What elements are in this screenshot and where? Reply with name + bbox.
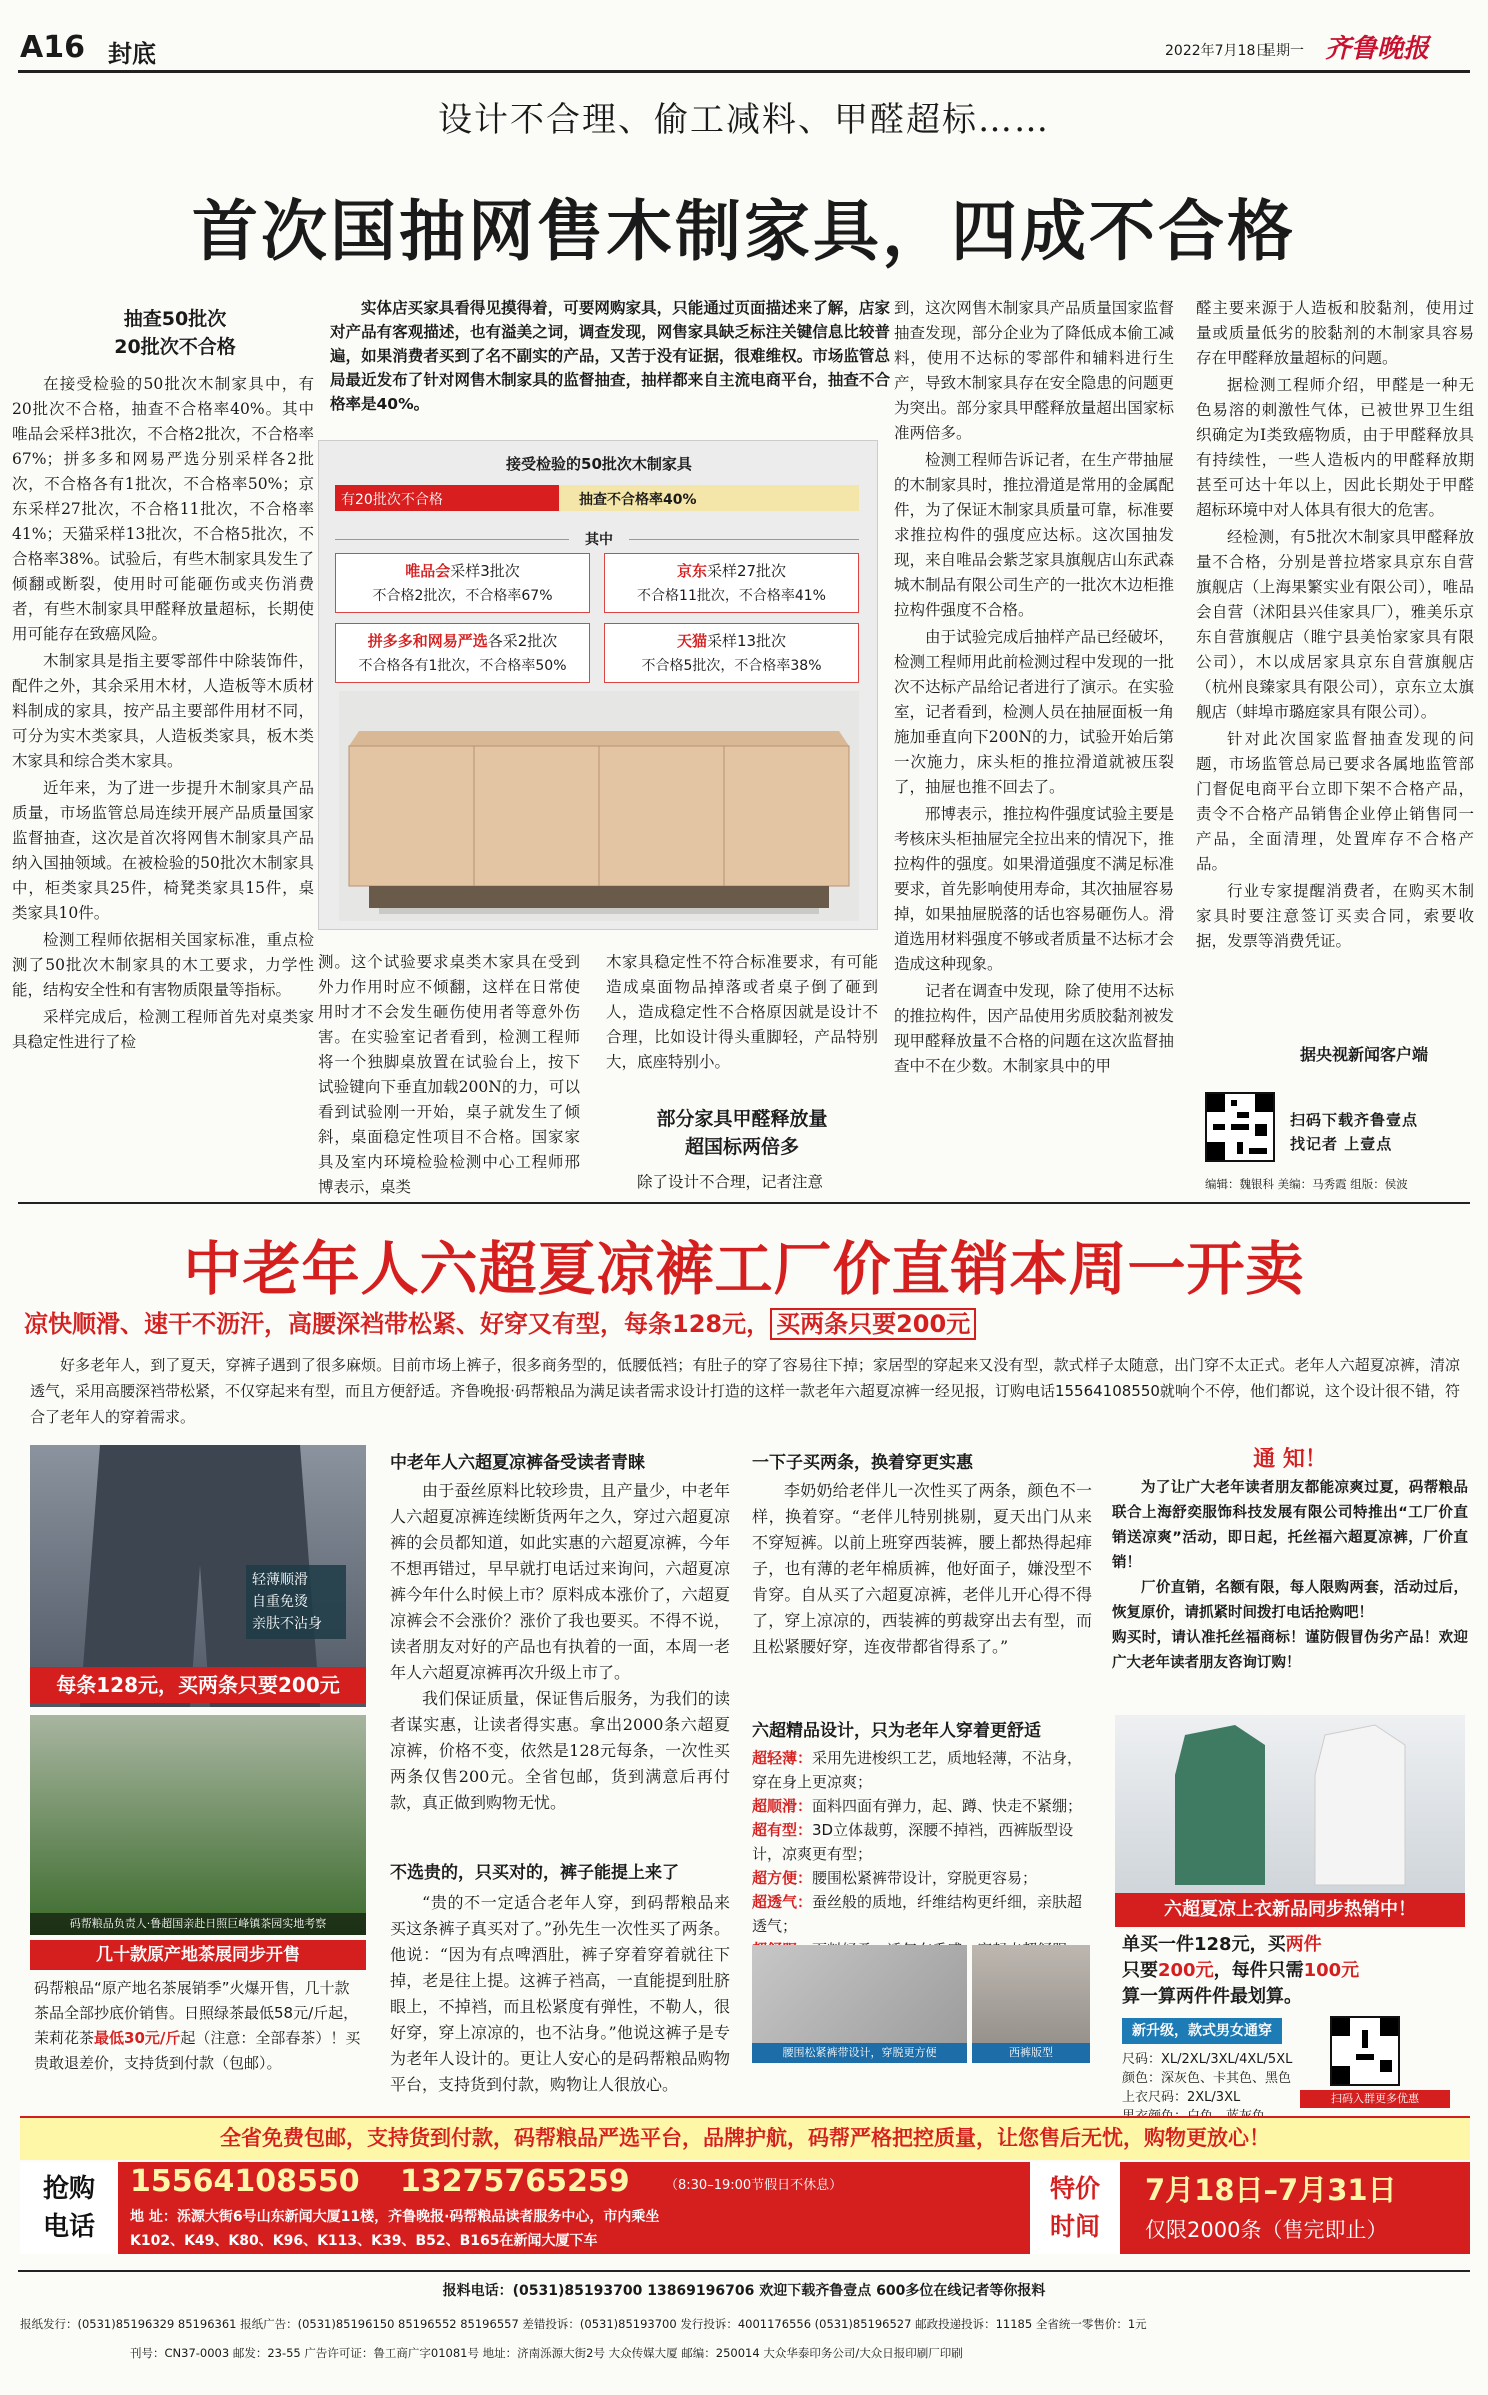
photo-tags (246, 1565, 346, 1639)
col3-sub2: 超国标两倍多 (684, 1136, 799, 1158)
feature-value: 面料四面有弹力，起、蹲、快走不紧绷； (812, 1797, 1083, 1815)
tag: 轻薄顺滑 (252, 1572, 308, 1588)
stat-pdd (335, 623, 590, 683)
qr-text (1290, 1108, 1418, 1156)
platform-detail: 采样27批次 (706, 562, 787, 580)
platform-detail: 采样13批次 (706, 632, 787, 650)
col3-tail (606, 1170, 878, 1200)
footer-imprint: 刊号：CN37-0003 邮发：23-55 广告许可证：鲁工商广字01081号 地址：济南泺源大街2号 大众传媒大厦 邮编：250014 大众华泰印务公司/大众日报印刷厂印刷 (130, 2346, 963, 2360)
size-line: 尺码：XL/2XL/3XL/4XL/5XL (1122, 2052, 1293, 2067)
col3-sub1: 部分家具甲醛释放量 (656, 1108, 828, 1130)
feature-value: 3D立体裁剪，深腰不掉裆，西裤版型设计，凉爽更有型； (752, 1821, 1074, 1863)
platform-detail: 采样3批次 (450, 562, 520, 580)
feature-item (752, 1890, 1092, 1938)
phone-1[interactable]: 15564108550 (130, 2164, 360, 2199)
sale-limit: 仅限2000条（售完即止） (1145, 2218, 1388, 2242)
m3-head: 一下子买两条，换着穿更实惠 (752, 1453, 973, 1473)
platform-stat: 不合格5批次，不合格率38% (641, 658, 822, 674)
paragraph: 采样完成后，检测工程师首先对桌类家具稳定性进行了检 (12, 1008, 314, 1051)
feature-key: 超有型： (752, 1821, 813, 1839)
feature-value: 蚕丝般的质地，纤维结构更纤细，亲肤超透气； (752, 1893, 1083, 1935)
info-title: 接受检验的50批次木制家具 (506, 455, 692, 473)
paragraph: 厂价直销，名额有限，每人限购两套，活动过后，恢复原价，请抓紧时间拨打电话抢购吧！ (1112, 1580, 1468, 1621)
platform-stat: 不合格2批次，不合格率67% (372, 588, 553, 604)
tea-head: 几十款原产地茶展同步开售 (30, 1940, 366, 1970)
paragraph: 醛主要来源于人造板和胶黏剂，使用过量或质量低劣的胶黏剂的木制家具容易存在甲醛释放量超标的问题。 (1196, 299, 1474, 367)
lead-title: 首次国抽网售木制家具，四成不合格 (192, 192, 1296, 270)
paragraph: 检测工程师依据相关国家标准，重点检测了50批次木制家具的木工要求，力学性能，结构安全性和有害物质限量等指标。 (12, 931, 314, 999)
tea-text (34, 1976, 364, 2076)
paragraph: 李奶奶给老伴儿一次性买了两条，颜色不一样，换着穿。“老伴儿特别挑剔，夏天出门从来不穿短裤。以前上班穿西装裤，腰上都热得起痱子，也有薄的老年棉质裤，他好面子，嫌没型不肯穿。自从买了六超夏凉裤，老伴儿开心得不得了，穿上凉凉的，西装裤的剪裁穿出去有型，而且松紧腰好穿，连夜带都省得系了。” (752, 1481, 1092, 1656)
paragraph: 经检测，有5批次木制家具甲醛释放量不合格，分别是普拉塔家具京东自营旗舰店（上海果繁实业有限公司），唯品会自营（沭阳县兴佳家具厂），雅美乐京东自营旗舰店（睢宁县美怡家家具有限公司），木以成居家具京东自营旗舰店（杭州良臻家具有限公司），京东立太旗舰店（蚌埠市璐庭家具有限公司）。 (1196, 528, 1474, 721)
trousers-caption: 西裤版型 (972, 2043, 1090, 2063)
platform-name: 拼多多和网易严选 (367, 632, 488, 650)
tag: 亲肤不沾身 (252, 1616, 322, 1632)
order-label1: 抢购 (42, 2174, 95, 2204)
paragraph: 到，这次网售木制家具产品质量国家监督抽查发现，部分企业为了降低成本偷工减料，使用不达标的零部件和辅料进行生产，导致木制家具存在安全隐患的问题更为突出。部分家具甲醛释放量超出国家标准两倍多。 (894, 299, 1174, 442)
qr-line2: 找记者 上壹点 (1290, 1135, 1393, 1153)
paragraph: 由于蚕丝原料比较珍贵，且产量少，中老年人六超夏凉裤连续断货两年之久，穿过六超夏凉裤的会员都知道，如此实惠的六超夏凉裤，今年不想再错过，早早就打电话过来询问，六超夏凉裤今年什么时候上市？原料成本涨价了，六超夏凉裤会不会涨价？涨价了我也要买。不得不说，读者朋友对好的产品也有执着的一面，本周一老年人六超夏凉裤再次升级上市了。 (390, 1481, 730, 1682)
paragraph: 近年来，为了进一步提升木制家具产品质量，市场监管总局连续开展产品质量国家监督抽查，这次是首次将网售木制家具产品纳入国抽领域。在被检验的50批次木制家具中，柜类家具25件，椅凳类家具15件，桌类家具10件。 (12, 779, 314, 922)
col1-sub2: 20批次不合格 (114, 336, 236, 358)
tea-photo (30, 1715, 366, 1935)
qr-code[interactable] (1205, 1092, 1275, 1162)
shirt-banner: 六超夏凉上衣新品同步热销中！ (1115, 1893, 1465, 1927)
special-label1: 特价 (1049, 2174, 1100, 2203)
price-text: 算一算两件件最划算。 (1122, 1986, 1302, 2007)
ad-headline: 中老年人六超夏凉裤工厂价直销本周一开卖 (183, 1235, 1305, 1303)
tea-tail: 起（注意：全部春茶）！买贵敢退差价，支持货到付款（包邮）。 (34, 2029, 361, 2072)
m2-head: 不选贵的，只买对的，裤子能提上来了 (390, 1863, 679, 1883)
page-number: A16 (20, 30, 85, 65)
ad-subhead-text: 凉快顺滑、速干不沥汗，高腰深裆带松紧、好穿又有型，每条128元， (24, 1310, 771, 1338)
order-label (20, 2162, 118, 2254)
article-col4 (894, 296, 1174, 1201)
infographic (318, 440, 878, 930)
m2-body (390, 1890, 730, 2094)
feature-key: 超轻薄： (752, 1749, 813, 1767)
platform-stat: 不合格各有1批次，不合格率50% (358, 658, 567, 674)
qr-pattern-icon (1207, 1094, 1273, 1160)
paragraph: 行业专家提醒消费者，在购买木制家具时要注意签订买卖合同，索要收据，发票等消费凭证。 (1196, 882, 1474, 950)
lead-kicker: 设计不合理、偷工减料、甲醛超标…… (438, 100, 1050, 140)
paragraph: 为了让广大老年读者朋友都能凉爽过夏，码帮粮品联合上海舒奕服饰科技发展有限公司特推出“工厂价直销送凉爽”活动，即日起，托丝福六超夏凉裤，厂价直销！ (1112, 1480, 1468, 1571)
paragraph: 好多老年人，到了夏天，穿裤子遇到了很多麻烦。目前市场上裤子，很多商务型的，低腰低裆；有肚子的穿了容易往下掉；家居型的穿起来又没有型，款式样子太随意，出门穿不太正式。老年人六超夏凉裤，清凉透气，采用高腰深裆带松紧，不仅穿起来有型，而且方便舒适。齐鲁晚报·码帮粮品为满足读者需求设计打造的这样一款老年六超夏凉裤一经见报，订购电话15564108550就响个不停，他们都说，这个设计很不错，符合了老年人的穿着需求。 (30, 1356, 1460, 1426)
price-hl: 100元 (1303, 1960, 1360, 1981)
paragraph: 在接受检验的50批次木制家具中，有20批次不合格，抽查不合格率40%。其中唯品会采样3批次，不合格2批次，不合格率67%；拼多多和网易严选分别采样各2批次，不合格各有1批次，不合格率50%；京东采样27批次，不合格11批次，不合格率41%；天猫采样13批次，不合格5批次，不合格率38%。试验后，有些木制家具发生了倾翻或断裂，使用时可能砸伤或夹伤消费者，有些木制家具甲醛释放量超标，长期使用可能存在致癌风险。 (12, 375, 314, 643)
footer-hotline: 报料电话：(0531)85193700 13869196706 欢迎下载齐鲁壹点 600多位在线记者等你报料 (442, 2283, 1046, 2299)
stat-jd (604, 553, 859, 613)
price-hl: 200元 (1158, 1960, 1214, 1981)
editor-credits: 编辑：魏银科 美编：马秀霞 组版：侯波 (1205, 1177, 1408, 1191)
waist-photo (752, 1945, 967, 2063)
footer-contacts: 报纸发行：(0531)85196329 85196361 报纸广告：(0531)85196150 85196552 85196557 差错投诉：(0531)85193700 发行投诉：4001176556 (0531)85196527 邮政投递投诉：11185 全省统一零售价：1元 (20, 2317, 1147, 2331)
bottom-bar: 全省免费包邮，支持货到付款，码帮粮品严选平台，品牌护航，码帮严格把控质量，让您售后无忧，购物更放心！ (20, 2116, 1470, 2160)
price-banner: 每条128元，买两条只要200元 (30, 1667, 366, 1703)
header-rule (18, 70, 1470, 73)
special-label2: 时间 (1049, 2212, 1100, 2241)
section-name: 封底 (108, 40, 156, 68)
platform-name: 天猫 (676, 632, 707, 650)
size-list (1122, 2050, 1322, 2126)
feature-item (752, 1794, 1092, 1818)
feature-value: 采用先进梭织工艺，质地轻薄，不沾身，穿在身上更凉爽； (752, 1749, 1083, 1791)
section-rule (18, 1202, 1470, 1204)
price-text: ，每件只需 (1213, 1960, 1304, 1981)
platform-name: 京东 (676, 562, 707, 580)
notice-head: 通 知！ (1253, 1447, 1327, 1472)
address: 地 址：泺源大街6号山东新闻大厦11楼，齐鲁晚报·码帮粮品读者服务中心，市内乘坐 (130, 2209, 660, 2225)
paragraph: 针对此次国家监督抽查发现的问题，市场监管总局已要求各属地监管部门督促电商平台立即下架不合格产品，责令不合格产品销售企业停止销售同一产品，全面清理，处置库存不合格产品。 (1196, 730, 1474, 873)
group-qr-code[interactable] (1330, 2016, 1400, 2086)
service-hours: （8:30–19:00节假日不休息） (665, 2178, 843, 2193)
price-text: 单买一件128元，买 (1122, 1934, 1286, 1955)
six-head: 六超精品设计，只为老年人穿着更舒适 (752, 1721, 1041, 1741)
sale-dates: 7月18日–7月31日 (1145, 2173, 1397, 2207)
paragraph: 邢博表示，推拉构件强度试验主要是考核床头柜抽屉完全拉出来的情况下，推拉构件的强度。如果滑道强度不满足标准要求，首先影响使用寿命，其次抽屉容易掉，如果抽屉脱落的话也容易砸伤人。滑道选用材料强度不够或者质量不达标才会造成这种现象。 (894, 805, 1174, 973)
cabinet-illustration (339, 691, 859, 921)
paragraph: 由于试验完成后抽样产品已经破坏，检测工程师用此前检测过程中发现的一批次不达标产品给记者进行了演示。在实验室，记者看到，检测人员在抽屉面板一角施加垂直向下200N的力，试验开始后第一次施力，床头柜的推拉滑道就被压裂了，抽屉也推不回去了。 (894, 628, 1174, 796)
source-credit: 据央视新闻客户端 (1300, 1045, 1429, 1064)
price-text: 只要 (1122, 1960, 1158, 1981)
trousers-photo (972, 1945, 1090, 2063)
notice-body (1112, 1476, 1468, 1686)
ad-subhead-highlight: 买两条只要200元 (770, 1308, 976, 1340)
ad-intro (30, 1352, 1460, 1432)
paragraph: 木制家具是指主要零部件中除装饰件，配件之外，其余采用木材，人造板等木质材料制成的家具，按产品主要部件用材不同，可分为实木类家具，人造板类家具，板木类木家具和综合类木家具。 (12, 652, 314, 770)
m3-body (752, 1478, 1092, 1706)
platform-stat: 不合格11批次，不合格率41% (637, 588, 826, 604)
size-line: 颜色：深灰色、卡其色、黑色 (1122, 2071, 1292, 2086)
paragraph: 我们保证质量，保证售后服务，为我们的读者谋实惠，让读者得实惠。拿出2000条六超夏凉裤，价格不变，依然是128元每条，一次性买两条仅售200元。全省包邮，货到满意后再付款，真正做到购物无忧。 (390, 1689, 730, 1812)
paragraph: 购买时，请认准托丝福商标！谨防假冒伪劣产品！欢迎广大老年读者朋友咨询订购！ (1112, 1630, 1468, 1671)
ad-subhead (24, 1304, 1474, 1339)
phone-2[interactable]: 13275765259 (400, 2164, 630, 2199)
pants-photo (30, 1445, 366, 1707)
shirt-icon (1115, 1715, 1465, 1895)
issue-weekday: 星期一 (1262, 43, 1304, 59)
order-label2: 电话 (42, 2212, 95, 2242)
article-col3 (606, 950, 878, 1080)
qr-line1: 扫码下载齐鲁壹点 (1290, 1111, 1419, 1129)
stat-tmall (604, 623, 859, 683)
col1-sub1: 抽查50批次 (123, 308, 227, 330)
tea-price: 最低30元/斤 (94, 2029, 181, 2047)
info-among: 其中 (569, 529, 629, 549)
tea-caption: 码帮粮品负责人·鲁超国亲赴日照巨峰镇茶园实地考察 (30, 1913, 366, 1935)
shirt-price (1122, 1932, 1468, 2010)
paragraph: 记者在调查中发现，除了使用不达标的推拉构件，因产品使用劣质胶黏剂被发现甲醛释放量不合格的问题在这次监督抽查中不在少数。木制家具中的甲 (894, 982, 1174, 1075)
paragraph: 检测工程师告诉记者，在生产带抽屉的木制家具时，推拉滑道是常用的金属配件，为了保证木制家具质量可靠，标准要求推拉构件的强度应达标。这次国抽发现，来自唯品会紫芝家具旗舰店山东武森城木制品有限公司生产的一批次木边柜推拉构件强度不合格。 (894, 451, 1174, 619)
feature-item (752, 1818, 1092, 1866)
feature-key: 超顺滑： (752, 1797, 813, 1815)
m1-body (390, 1478, 730, 1848)
paragraph: 除了设计不合理，记者注意 (637, 1173, 824, 1191)
footer-rule (18, 2270, 1470, 2272)
order-panel (20, 2162, 1470, 2254)
bus-lines: K102、K49、K80、K96、K113、K39、B52、B165在新闻大厦下车 (130, 2233, 598, 2249)
stat-vip (335, 553, 590, 613)
article-col2 (318, 950, 580, 1196)
waist-caption: 腰围松紧裤带设计，穿脱更方便 (752, 2043, 967, 2063)
bar-fail: 有20批次不合格 (335, 485, 559, 511)
paragraph: 测。这个试验要求桌类木家具在受到外力作用时应不倾翻，这样在日常使用时才不会发生砸伤使用者等意外伤害。在实验室记者看到，检测工程师将一个独脚桌放置在试验台上，按下试验键向下垂直加载200N的力，可以看到试验刚一开始，桌子就发生了倾斜，桌面稳定性项目不合格。国家家具及室内环境检验检测中心工程师邢博表示，桌类 (318, 953, 580, 1196)
paragraph: “贵的不一定适合老年人穿，到码帮粮品来买这条裤子真买对了。”孙先生一次性买了两条。他说：“因为有点啤酒肚，裤子穿着穿着就往下掉，老是往上提。这裤子裆高，一直能提到肚脐眼上，不掉裆，而且松紧度有弹性，不勒人，很好穿，穿上凉凉的，也不沾身。”他说这裤子是专为老年人设计的。更让人安心的是码帮粮品购物平台，支持货到付款，购物让人很放心。 (390, 1893, 730, 2094)
paragraph: 据检测工程师介绍，甲醛是一种无色易溶的刺激性气体，已被世界卫生组织确定为Ⅰ类致癌物质，由于甲醛释放具有持续性，一些人造板内的甲醛释放期甚至可达十年以上，因此长期处于甲醛超标环境中对人体具有很大的危害。 (1196, 376, 1474, 519)
special-label (1030, 2162, 1120, 2254)
tea-body: 码帮粮品“原产地名茶展销季”火爆开售，几十款茶品全部抄底价销售。日照绿茶最低58元/斤起，茉莉花茶 (34, 1979, 359, 2047)
feature-value: 腰围松紧裤带设计，穿脱更容易； (812, 1869, 1038, 1887)
col3-subhead (606, 1105, 878, 1161)
lead-intro: 实体店买家具看得见摸得着，可要网购家具，只能通过页面描述来了解，店家对产品有客观描述，也有溢美之词，调查发现，网售家具缺乏标注关键信息比较普遍，如果消费者买到了名不副实的产品，又苦于没有证据，很难维权。市场监管总局最近发布了针对网售木制家具的监督抽查，抽样都来自主流电商平台，抽查不合格率是40%。 (330, 299, 890, 413)
bar-rate: 抽查不合格率40% (559, 485, 859, 511)
feature-item (752, 1746, 1092, 1794)
upgrade-tag: 新升级，款式男女通穿 (1122, 2018, 1282, 2044)
feature-key: 超方便： (752, 1869, 813, 1887)
feature-item (752, 1866, 1092, 1890)
platform-detail: 各采2批次 (487, 632, 558, 650)
price-hl: 两件 (1285, 1934, 1322, 1955)
platform-name: 唯品会 (405, 562, 451, 580)
article-col5 (1196, 296, 1474, 1036)
qr-label: 扫码入群更多优惠 (1300, 2090, 1450, 2108)
feature-key: 超透气： (752, 1893, 813, 1911)
qr-pattern-icon (1332, 2018, 1398, 2084)
m1-head: 中老年人六超夏凉裤备受读者青睐 (390, 1453, 645, 1473)
paper-logo: 齐鲁晚报 (1325, 34, 1430, 64)
col1-subhead (40, 305, 310, 361)
paragraph: 木家具稳定性不符合标准要求，有可能造成桌面物品掉落或者桌子倒了砸到人，造成稳定性不合格原因就是设计不合理，比如设计得头重脚轻，产品特别大，底座特别小。 (606, 953, 878, 1071)
size-line: 上衣尺码：2XL/3XL (1122, 2090, 1241, 2105)
shirts-photo (1115, 1715, 1465, 1895)
tag: 自重免烫 (252, 1594, 308, 1610)
issue-date: 2022年7月18日 (1165, 43, 1270, 59)
six-features (752, 1746, 1092, 1962)
